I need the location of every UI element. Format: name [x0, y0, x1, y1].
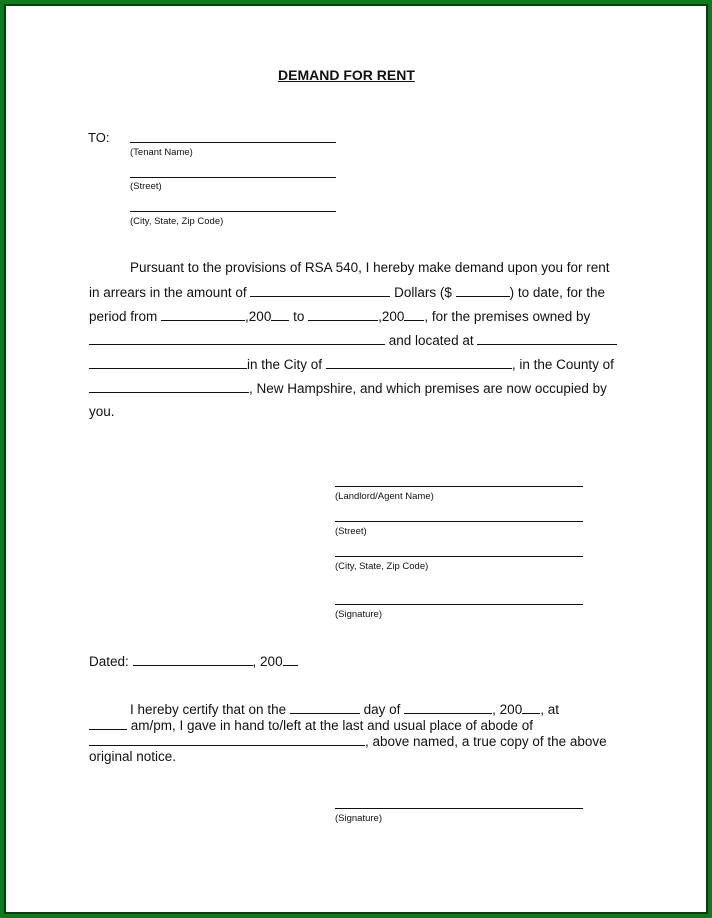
certify-line-1 — [130, 701, 559, 717]
city-name-blank[interactable] — [326, 356, 512, 369]
location-continued-blank[interactable] — [89, 356, 247, 369]
period-to-year-blank[interactable] — [404, 308, 424, 321]
certify-line-4: original notice. — [89, 749, 177, 764]
certify-line-3-a: , above named, a true copy of the above — [365, 734, 607, 749]
tenant-name-line[interactable] — [130, 142, 336, 143]
demand-line-1: Pursuant to the provisions of RSA 540, I hereby make demand upon you for rent — [130, 260, 610, 275]
landlord-name-caption: (Landlord/Agent Name) — [335, 491, 434, 502]
final-signature-line[interactable] — [335, 808, 583, 809]
period-from-date-blank[interactable] — [161, 308, 245, 321]
demand-line-5 — [89, 356, 614, 372]
certify-recipient-blank[interactable] — [89, 733, 365, 746]
demand-line-3-b: ,200 — [245, 309, 272, 324]
final-signature-caption: (Signature) — [335, 813, 382, 824]
tenant-street-caption: (Street) — [130, 181, 162, 192]
tenant-city-caption: (City, State, Zip Code) — [130, 216, 224, 227]
landlord-name-line[interactable] — [335, 486, 583, 487]
certify-month-blank[interactable] — [404, 701, 492, 714]
to-label: TO: — [88, 130, 110, 145]
period-from-year-blank[interactable] — [271, 308, 289, 321]
landlord-street-line[interactable] — [335, 521, 583, 522]
location-address-blank[interactable] — [477, 332, 617, 345]
county-name-blank[interactable] — [89, 380, 249, 393]
certify-line-1-d: , at — [540, 702, 559, 717]
landlord-city-caption: (City, State, Zip Code) — [335, 561, 429, 572]
demand-line-5-b: , in the County of — [511, 357, 614, 372]
dated-label: Dated: — [89, 654, 129, 669]
demand-line-2-c: ) to date, for the — [509, 285, 605, 300]
certify-line-2-a: am/pm, I gave in hand to/left at the last and usual place of abode of — [130, 718, 534, 733]
landlord-signature-line[interactable] — [335, 604, 583, 605]
document-page — [6, 6, 706, 912]
demand-line-2-b: Dollars ($ — [394, 285, 452, 300]
certify-line-1-a: I hereby certify that on the — [130, 702, 287, 717]
page-frame-inner — [4, 4, 708, 914]
demand-line-6 — [89, 380, 607, 396]
landlord-street-caption: (Street) — [335, 526, 367, 537]
dated-year-blank[interactable] — [283, 653, 298, 666]
owner-name-blank[interactable] — [89, 332, 385, 345]
period-to-date-blank[interactable] — [308, 308, 378, 321]
tenant-name-caption: (Tenant Name) — [130, 147, 193, 158]
demand-line-6-a: , New Hampshire, and which premises are now occupied by — [249, 381, 607, 396]
certify-line-1-b: day of — [363, 702, 401, 717]
demand-line-3-c: to — [293, 309, 305, 324]
demand-line-5-a: in the City of — [247, 357, 323, 372]
arrears-amount-blank[interactable] — [250, 284, 390, 297]
demand-line-3-d: ,200 — [378, 309, 405, 324]
dated-year-prefix: , 200 — [252, 654, 283, 669]
demand-line-3-e: , for the premises owned by — [424, 309, 591, 324]
demand-line-4-a: and located at — [388, 333, 474, 348]
demand-line-7: you. — [89, 404, 115, 419]
landlord-signature-caption: (Signature) — [335, 609, 382, 620]
dated-line — [89, 653, 298, 669]
tenant-street-line[interactable] — [130, 177, 336, 178]
certify-day-blank[interactable] — [290, 701, 360, 714]
demand-line-3 — [89, 308, 590, 324]
demand-line-2-a: in arrears in the amount of — [89, 285, 247, 300]
certify-year-blank[interactable] — [522, 701, 540, 714]
landlord-city-line[interactable] — [335, 556, 583, 557]
dated-date-blank[interactable] — [133, 653, 253, 666]
demand-line-2 — [89, 284, 605, 300]
demand-line-3-a: period from — [89, 309, 158, 324]
tenant-city-line[interactable] — [130, 211, 336, 212]
certify-line-3 — [89, 733, 607, 749]
certify-line-1-c: , 200 — [492, 702, 523, 717]
certify-line-2 — [89, 717, 533, 733]
document-title: DEMAND FOR RENT — [278, 67, 415, 83]
dollars-figure-blank[interactable] — [456, 284, 510, 297]
certify-time-blank[interactable] — [89, 717, 127, 730]
demand-line-4 — [89, 332, 617, 348]
